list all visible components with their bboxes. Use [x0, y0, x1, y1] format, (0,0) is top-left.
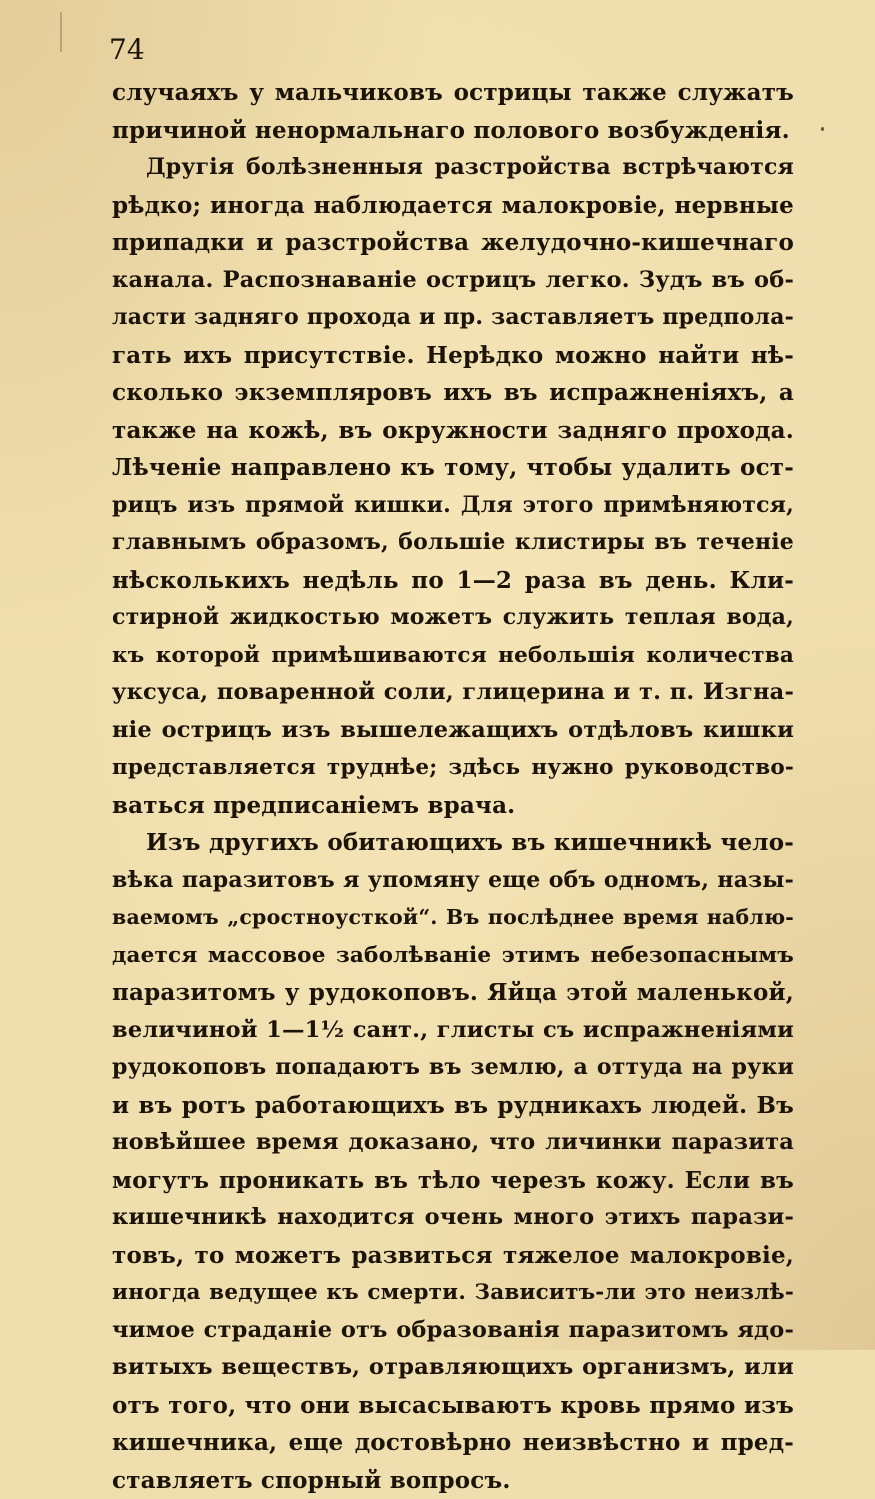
body-text — [112, 74, 794, 1499]
text-line: уксуса, поваренной соли, глицерина и т. п. Изгна- — [112, 674, 794, 712]
text-line: и въ ротъ работающихъ въ рудникахъ людей. Въ — [112, 1087, 794, 1125]
ink-speck — [821, 127, 824, 131]
text-line: сколько экземпляровъ ихъ въ испражненіяхъ, а — [112, 374, 794, 412]
text-line: стирной жидкостью можетъ служить теплая вода, — [112, 599, 794, 637]
text-line: Другія болѣзненныя разстройства встрѣчаются — [112, 149, 794, 187]
text-line: иногда ведущее къ смерти. Зависитъ-ли это неизлѣ- — [112, 1274, 794, 1312]
paper-edge-mark — [60, 12, 62, 52]
text-line: витыхъ веществъ, отравляющихъ организмъ, или — [112, 1349, 794, 1387]
text-line: рицъ изъ прямой кишки. Для этого примѣняются, — [112, 487, 794, 525]
text-line: также на кожѣ, въ окружности задняго прохода. — [112, 412, 794, 450]
text-line: къ которой примѣшиваются небольшія количества — [112, 637, 794, 675]
text-line: дается массовое заболѣваніе этимъ небезопаснымъ — [112, 937, 794, 975]
text-line: случаяхъ у мальчиковъ острицы также служатъ — [112, 74, 794, 112]
text-line: новѣйшее время доказано, что личинки паразита — [112, 1124, 794, 1162]
text-line: паразитомъ у рудокоповъ. Яйца этой маленькой, — [112, 974, 794, 1012]
text-line: нѣсколькихъ недѣль по 1—2 раза въ день. Кли- — [112, 562, 794, 600]
text-line: рѣдко; иногда наблюдается малокровіе, нервные — [112, 187, 794, 225]
text-line: отъ того, что они высасываютъ кровь прямо изъ — [112, 1387, 794, 1425]
text-line: чимое страданіе отъ образованія паразитомъ ядо- — [112, 1312, 794, 1350]
text-line: представляется труднѣе; здѣсь нужно руководство- — [112, 749, 794, 787]
text-line: кишечника, еще достовѣрно неизвѣстно и пред- — [112, 1424, 794, 1462]
text-line: товъ, то можетъ развиться тяжелое малокровіе, — [112, 1237, 794, 1275]
text-line: гать ихъ присутствіе. Нерѣдко можно найти нѣ- — [112, 337, 794, 375]
text-line: величиной 1—1½ сант., глисты съ испражненіями — [112, 1012, 794, 1050]
text-line: ніе острицъ изъ вышележащихъ отдѣловъ кишки — [112, 712, 794, 750]
text-line: Изъ другихъ обитающихъ въ кишечникѣ чело- — [112, 824, 794, 862]
text-line: ваться предписаніемъ врача. — [112, 787, 794, 825]
text-line: Лѣченіе направлено къ тому, чтобы удалить ост- — [112, 449, 794, 487]
text-line: ставляетъ спорный вопросъ. — [112, 1462, 794, 1499]
text-line: ласти задняго прохода и пр. заставляетъ предпола- — [112, 299, 794, 337]
page-number: 74 — [109, 30, 145, 70]
text-line: главнымъ образомъ, большіе клистиры въ теченіе — [112, 524, 794, 562]
text-line: рудокоповъ попадаютъ въ землю, а оттуда на руки — [112, 1049, 794, 1087]
text-line: могутъ проникать въ тѣло черезъ кожу. Если въ — [112, 1162, 794, 1200]
text-line: ваемомъ „сростноусткой“. Въ послѣднее время наблю- — [112, 899, 794, 937]
text-line: канала. Распознаваніе острицъ легко. Зудъ въ об- — [112, 262, 794, 300]
text-line: причиной ненормальнаго полового возбужденія. — [112, 112, 794, 150]
text-line: вѣка паразитовъ я упомяну еще объ одномъ, назы- — [112, 862, 794, 900]
text-line: припадки и разстройства желудочно-кишечнаго — [112, 224, 794, 262]
text-line: кишечникѣ находится очень много этихъ парази- — [112, 1199, 794, 1237]
